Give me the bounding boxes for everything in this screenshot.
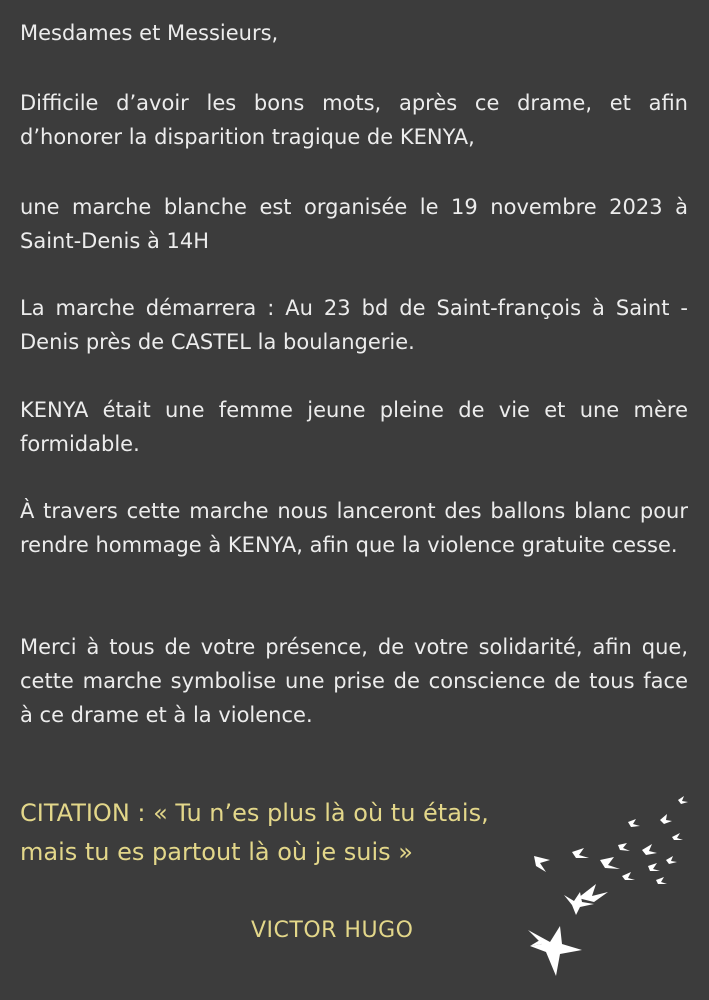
march-announcement-paragraph: une marche blanche est organisée le 19 novembre 2023 à Saint-Denis à 14H: [20, 195, 688, 253]
citation-author: VICTOR HUGO: [251, 918, 414, 943]
flying-birds-icon: [520, 790, 709, 1000]
citation-line-2: mais tu es partout là où je suis »: [20, 838, 413, 866]
intro-paragraph: Difficile d’avoir les bons mots, après ce drame, et afin d’honorer la disparition tragique de KENYA,: [20, 91, 688, 149]
balloons-paragraph: À travers cette marche nous lanceront des ballons blanc pour rendre hommage à KENYA, afin que la violence gratuite cesse.: [20, 499, 688, 557]
thanks-paragraph: Merci à tous de votre présence, de votre solidarité, afin que, cette marche symbolise une prise de conscience de tous face à ce drame et à la violence.: [20, 635, 688, 727]
greeting: Mesdames et Messieurs,: [20, 21, 279, 45]
tribute-paragraph: KENYA était une femme jeune pleine de vie et une mère formidable.: [20, 398, 688, 456]
citation-line-1: CITATION : « Tu n’es plus là où tu étais,: [20, 799, 489, 827]
start-location-paragraph: La marche démarrera : Au 23 bd de Saint-françois à Saint - Denis près de CASTEL la boulangerie.: [20, 296, 688, 354]
